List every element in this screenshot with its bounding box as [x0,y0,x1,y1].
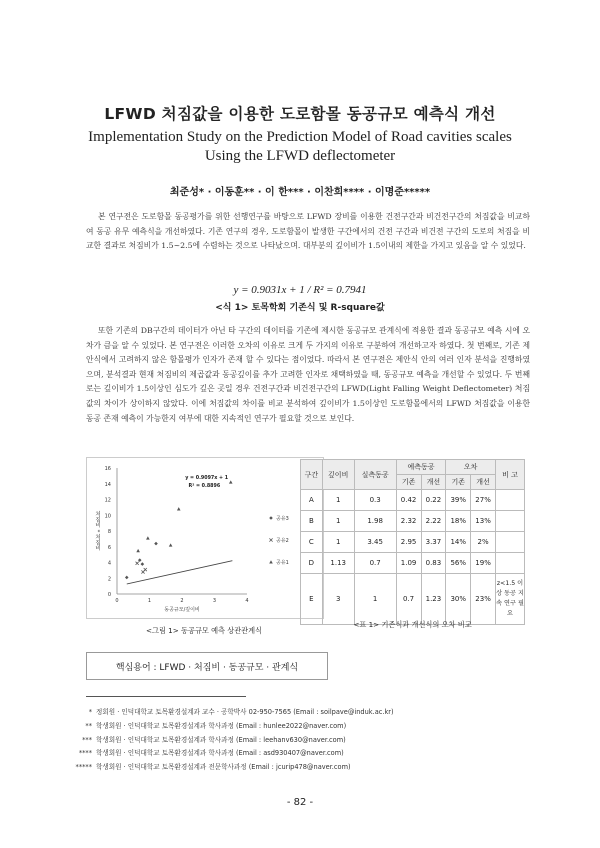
data-point [169,543,173,546]
cell-err-existing: 14% [446,532,471,553]
footnote-text: 학생회원 · 인덕대학교 토목환경설계과 전문학사과정 (Email : jcurip478@naver.com) [96,763,351,772]
chart-frame [86,457,324,619]
header-remarks: 비 고 [496,460,525,490]
data-point [144,568,147,571]
y-tick-label: 8 [107,529,111,535]
table-header-row-1 [301,460,525,475]
cell-section: A [301,490,323,511]
header-error: 오차 [446,460,496,475]
author-list: 최준성* · 이동훈** · 이 한*** · 이찬희**** · 이명준***** [169,187,431,198]
cell-err-improved: 19% [471,553,496,574]
data-point [154,542,158,546]
footnote-item [62,761,522,775]
legend-label: 공유2 [276,538,289,544]
footnotes [62,706,522,775]
footnote-mark: ***** [75,763,92,772]
title-en-line-2: Using the LFWD deflectometer [204,148,396,164]
table-row [301,511,525,532]
y-tick-label: 10 [104,513,111,520]
y-axis-label: 처짐비 * 처짐비 [94,511,100,551]
cell-pred-improved: 2.22 [421,511,446,532]
table-row [301,532,525,553]
y-tick-label: 2 [107,576,111,583]
header-predicted: 예측동공 [396,460,446,475]
data-point [229,480,233,483]
x-tick-label: 0 [115,598,119,604]
x-tick-label: 4 [245,598,249,604]
abstract-paragraph [86,210,530,254]
equation-caption: <식 1> 토목학회 기존식 및 R-square값 [215,303,385,313]
legend-marker [269,516,273,520]
legend-label: 공유1 [276,560,289,566]
cell-err-existing: 56% [446,553,471,574]
table-row [301,490,525,511]
cell-depth: 1 [322,490,354,511]
cell-remark [496,553,525,574]
table-caption: <표 1> 기존식과 개선식의 오차 비교 [353,620,472,629]
footnote-text: 학생회원 · 인덕대학교 토목환경설계과 학사과정 (Email : leehanv630@naver.com) [96,735,346,744]
data-point [136,562,139,565]
data-point [146,536,150,539]
trendline-r2: R² = 0.8896 [188,483,221,489]
cell-remark: z<1.5 이상 동공 지속 연구 필요 [496,574,525,625]
equation: y = 0.9031x + 1 / R² = 0.7941 [233,284,367,296]
header-section: 구간 [301,460,323,490]
y-tick-label: 4 [107,560,111,567]
footnote-mark: *** [82,735,92,744]
cell-actual: 1.98 [354,511,396,532]
keywords-text: 핵심용어 : LFWD · 처짐비 · 동공규모 · 관계식 [115,662,299,673]
paper-title-korean: LFWD 처짐값을 이용한 도로함몰 동공규모 예측식 개선 [104,105,496,123]
x-tick-label: 3 [212,598,217,604]
x-tick-label: 2 [180,598,184,604]
error-comparison-table [300,459,525,625]
x-axis-label: 동공규모/깊이비 [164,607,200,613]
footnote-item [62,720,522,734]
footnote-text: 학생회원 · 인덕대학교 토목환경설계과 학사과정 (Email : asd930407@naver.com) [96,749,344,758]
cell-pred-improved: 3.37 [421,532,446,553]
cell-depth: 1 [322,511,354,532]
cell-section: D [301,553,323,574]
legend-marker [269,538,272,541]
footnote-item [62,706,522,720]
table-row [301,553,525,574]
data-point [177,507,181,510]
y-tick-label: 14 [104,481,111,488]
y-tick-label: 12 [104,497,111,504]
cell-depth: 1.13 [322,553,354,574]
cell-pred-existing: 1.09 [396,553,421,574]
page-number: - 82 - [286,797,314,808]
cell-pred-existing: 2.32 [396,511,421,532]
header-depth-ratio: 깊이비 [322,460,354,490]
paper-title-english [0,128,600,166]
header-pred-improved: 개선 [421,475,446,490]
header-err-improved: 개선 [471,475,496,490]
abstract-text: 본 연구전은 도로함몰 동공평가를 위한 선행연구를 바탕으로 LFWD 장비를 이용한 건전구간과 비건전구간의 처짐값을 비교하여 동공 유무 예측식을 개선하였다. 기존 연구의 경우, 도로함몰이 발생한 구간에서의 건전 구간과 비건전 구간의 도로의 처짐을 비교한 결과로 처짐비가 1.5~2.5에 수렴하는 것으로 나타났으며. 대부분의 깊이비가 1.5이내의 제한을 가지고 있음을 알 수 있었다. [86,212,530,251]
footnote-item [62,747,522,761]
legend-marker [269,560,273,563]
data-point [138,558,142,562]
data-point [141,562,145,566]
legend-label: 공유3 [276,516,289,522]
footnote-text: 정회원 · 인덕대학교 토목환경설계과 교수 · 공학박사 02-950-7565 (Email : soilpave@induk.ac.kr) [96,708,394,716]
title-en-line-1: Implementation Study on the Prediction Model of Road cavities scales [88,129,512,145]
footnote-mark: * [88,708,92,716]
y-tick-label: 0 [107,592,111,598]
cell-section: E [301,574,323,625]
cell-actual: 3.45 [354,532,396,553]
cell-err-existing: 30% [446,574,471,625]
cell-pred-improved: 0.22 [421,490,446,511]
trendline-equation: y = 0.9097x + 1 [185,476,229,482]
data-point [136,549,140,552]
y-tick-label: 16 [104,466,111,472]
y-tick-label: 6 [107,544,111,551]
header-pred-existing: 기존 [396,475,421,490]
cell-err-existing: 18% [446,511,471,532]
cell-pred-existing: 0.7 [396,574,421,625]
cell-pred-improved: 1.23 [421,574,446,625]
cell-actual: 0.3 [354,490,396,511]
x-tick-label: 1 [147,598,152,604]
header-actual: 실측동공 [354,460,396,490]
figure-caption: <그림 1> 동공규모 예측 상관관계식 [145,626,263,635]
table-row [301,574,525,625]
footnote-divider [86,696,246,697]
cell-err-improved: 27% [471,490,496,511]
header-err-existing: 기존 [446,475,471,490]
cell-err-improved: 2% [471,532,496,553]
body-text: 또한 기존의 DB구간의 데이터가 아닌 타 구간의 데이터를 기존에 제시한 동공규모 관계식에 적용한 결과 동공규모 예측 시에 오차가 큼을 알 수 있었다. 본 연구전은 이러한 오차의 이유로 크게 두 가지의 이유로 구분하여 개선하고자 하였다. 첫 번째로, 기존 제안식에서 고려하지 않은 함몰평가 인자가 존재 할 수 있다는 점이었다. 따라서 본 연구전은 제안식 안의 여러 인자 분석을 진행하였으며, 분석결과 현재 처짐비의 제곱값과 동공깊이를 추가 고려한 인자로 채택하였을 때, 동공규모 예측을 개선할 수 있었다. 두 번째로는 깊이비가 1.5이상인 심도가 깊은 곳일 경우 건전구간과 비건전구간의 LFWD(Light Falling Weight Deflectometer) 처짐 값의 차이가 상이하지 않았다. 이에 처짐값의 차이를 비교 분석하여 깊이비가 1.5이상인 도로함몰에서의 LFWD 처짐값을 이용한 동공 존재 예측이 가능한지 여부에 대한 지속적인 연구가 필요할 것으로 보인다. [86,326,530,423]
footnote-mark: ** [85,721,92,730]
cell-depth: 1 [322,532,354,553]
cell-remark [496,511,525,532]
cell-section: C [301,532,323,553]
data-point [125,576,129,580]
cell-err-improved: 23% [471,574,496,625]
cell-err-improved: 13% [471,511,496,532]
cell-err-existing: 39% [446,490,471,511]
body-paragraph [86,324,530,426]
cell-depth: 3 [322,574,354,625]
footnote-item [62,734,522,748]
cell-pred-existing: 2.95 [396,532,421,553]
footnote-text: 학생회원 · 인덕대학교 토목환경설계과 학사과정 (Email : hunlee2022@naver.com) [96,721,347,730]
cell-pred-improved: 0.83 [421,553,446,574]
keywords-box [86,652,328,680]
cell-actual: 1 [354,574,396,625]
cell-remark [496,532,525,553]
scatter-chart [87,458,323,618]
cell-actual: 0.7 [354,553,396,574]
cell-remark [496,490,525,511]
cell-pred-existing: 0.42 [396,490,421,511]
footnote-mark: **** [78,749,92,758]
cell-section: B [301,511,323,532]
